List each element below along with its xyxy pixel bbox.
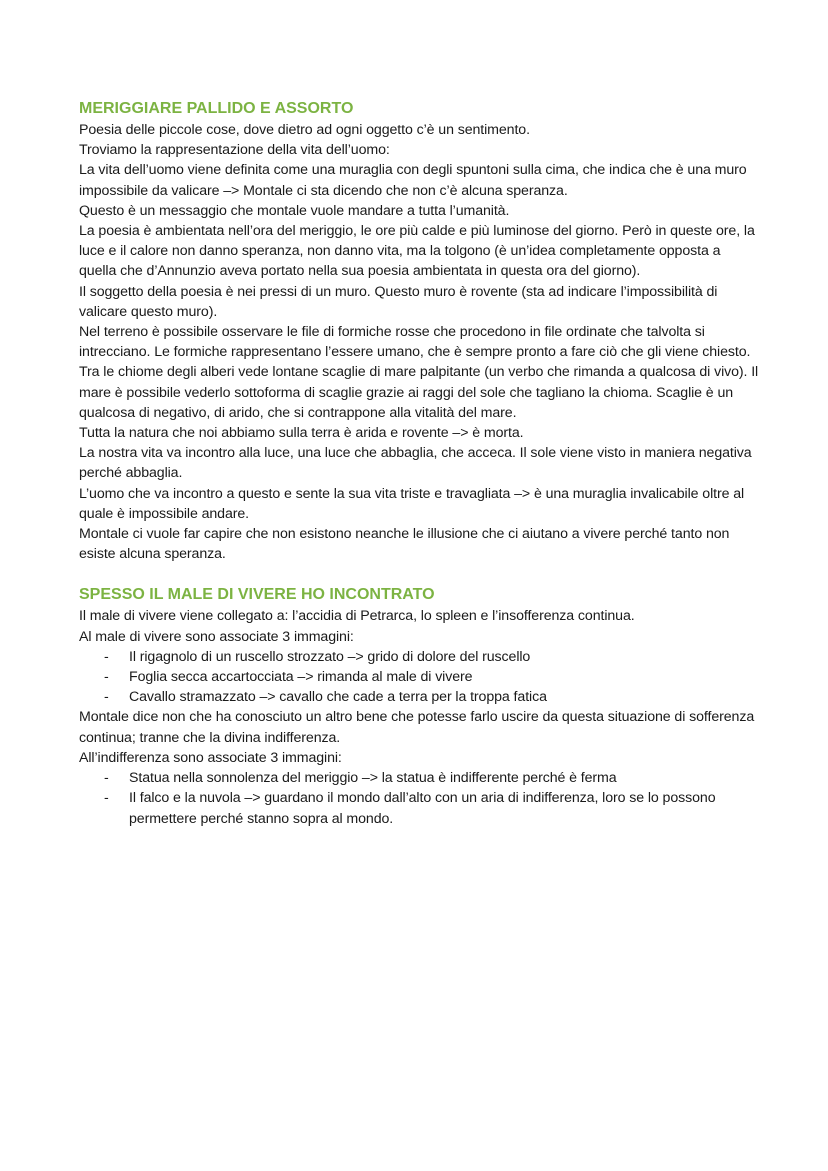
paragraph: Troviamo la rappresentazione della vita dell’uomo: bbox=[79, 142, 390, 159]
paragraph: All’indifferenza sono associate 3 immagini: bbox=[79, 749, 342, 766]
paragraph: La nostra vita va incontro alla luce, una luce che abbaglia, che acceca. Il sole viene visto in maniera negativa perché abbaglia. bbox=[79, 445, 752, 482]
section-male-di-vivere bbox=[79, 584, 759, 828]
dash-bullet-icon: - bbox=[104, 648, 109, 665]
list-item bbox=[79, 788, 759, 828]
paragraph: Questo è un messaggio che montale vuole mandare a tutta l’umanità. bbox=[79, 202, 510, 219]
document-page bbox=[79, 98, 759, 829]
list-item-text: Foglia secca accartocciata –> rimanda al male di vivere bbox=[129, 669, 473, 686]
list-item-text: Il rigagnolo di un ruscello strozzato –> grido di dolore del ruscello bbox=[129, 648, 531, 665]
paragraph: Tra le chiome degli alberi vede lontane scaglie di mare palpitante (un verbo che rimanda a qualcosa di vivo). Il mare è possibile vederlo sottoforma di scaglie grazie ai raggi del sole che tagliano la chioma. Scaglie è un qualcosa di negativo, di arido, che si contrappone alla vitalità del mare. bbox=[79, 364, 759, 421]
paragraph: Montale ci vuole far capire che non esistono neanche le illusione che ci aiutano a vivere perché tanto non esiste alcuna speranza. bbox=[79, 526, 730, 563]
paragraph: Il soggetto della poesia è nei pressi di un muro. Questo muro è rovente (sta ad indicare l’impossibilità di valicare questo muro). bbox=[79, 283, 718, 320]
paragraph: Tutta la natura che noi abbiamo sulla terra è arida e rovente –> è morta. bbox=[79, 425, 524, 442]
dash-bullet-icon: - bbox=[104, 790, 109, 807]
dash-bullet-icon: - bbox=[104, 689, 109, 706]
paragraph: Il male di vivere viene collegato a: l’accidia di Petrarca, lo spleen e l’insofferenza continua. bbox=[79, 608, 635, 625]
paragraph: L’uomo che va incontro a questo e sente la sua vita triste e travagliata –> è una muraglia invalicabile oltre al quale è impossibile andare. bbox=[79, 485, 745, 522]
list-item bbox=[79, 667, 759, 687]
list-item-text: Statua nella sonnolenza del meriggio –> la statua è indifferente perché è ferma bbox=[129, 770, 617, 787]
dash-bullet-icon: - bbox=[104, 770, 109, 787]
section-title-male-di-vivere: SPESSO IL MALE DI VIVERE HO INCONTRATO bbox=[79, 586, 435, 604]
section-title-meriggiare: MERIGGIARE PALLIDO E ASSORTO bbox=[79, 100, 354, 117]
dash-bullet-icon: - bbox=[104, 669, 109, 686]
paragraph: La poesia è ambientata nell’ora del meriggio, le ore più calde e più luminose del giorno. Però in queste ore, la luce e il calore non danno speranza, non danno vita, ma la tolgono (è un’idea completamente opposta a quella che d’Annunzio aveva portato nella sua poesia ambientata in questa ora del giorno). bbox=[79, 223, 755, 280]
paragraph: Al male di vivere sono associate 3 immagini: bbox=[79, 628, 354, 645]
paragraph: Poesia delle piccole cose, dove dietro ad ogni oggetto c’è un sentimento. bbox=[79, 122, 530, 138]
list-item bbox=[79, 647, 759, 667]
bullet-list-male-di-vivere bbox=[79, 647, 759, 708]
paragraph: Nel terreno è possibile osservare le file di formiche rosse che procedono in file ordinate che talvolta si intrecciano. Le formiche rappresentano l’essere umano, che è sempre pronto a fare ciò che gli viene chiesto. bbox=[79, 324, 751, 361]
list-item bbox=[79, 687, 759, 707]
bullet-list-indifferenza bbox=[79, 768, 759, 829]
list-item bbox=[79, 768, 759, 788]
paragraph: Montale dice non che ha conosciuto un altro bene che potesse farlo uscire da questa situazione di sofferenza continua; tranne che la divina indifferenza. bbox=[79, 709, 755, 746]
paragraph: La vita dell’uomo viene definita come una muraglia con degli spuntoni sulla cima, che indica che è una muro impossibile da valicare –> Montale ci sta dicendo che non c’è alcuna speranza. bbox=[79, 162, 747, 199]
list-item-text: Il falco e la nuvola –> guardano il mondo dall’alto con un aria di indifferenza, loro se lo possono permettere perché stanno sopra al mondo. bbox=[129, 790, 716, 827]
section-meriggiare bbox=[79, 98, 759, 564]
list-item-text: Cavallo stramazzato –> cavallo che cade a terra per la troppa fatica bbox=[129, 689, 547, 706]
